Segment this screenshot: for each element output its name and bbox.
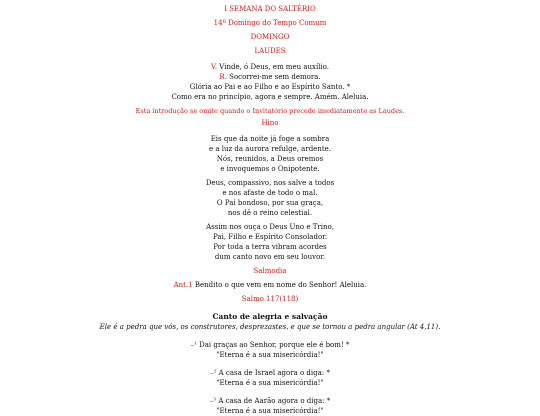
hymn-line: e a luz da aurora refulge, ardente. <box>208 145 332 153</box>
r-marker: R. <box>219 73 227 81</box>
week-heading: I SEMANA DO SALTÉRIO <box>224 5 316 13</box>
day-heading: DOMINGO <box>250 33 290 41</box>
hymn-stanza-2 <box>0 178 540 218</box>
hymn-line: Nós, reunidos, a Deus oremos <box>216 155 324 163</box>
gloria-line-1: Glória ao Pai e ao Filho e ao Espírito Santo. * <box>189 83 351 91</box>
psalm-subtitle: Canto de alegria e salvação <box>212 312 328 321</box>
invitatory-versicle <box>0 62 540 72</box>
v-text: Vinde, ó Deus, em meu auxílio. <box>219 63 329 71</box>
psalm-epigraph: Ele é a pedra que vós, os construtores, desprezastes, e que se tornou a pedra angular (At 4,11). <box>99 323 441 331</box>
r-text: Socorrei-me sem demora. <box>229 73 321 81</box>
hymn-line: Eis que da noite já foge a sombra <box>210 135 330 143</box>
verse-marker: –³ <box>209 397 217 405</box>
verse-line <box>0 368 540 378</box>
hymn-stanza-1 <box>0 134 540 174</box>
antiphon-text: Bendito o que vem em nome do Senhor! Aleluia. <box>194 281 367 289</box>
verse-marker: –² <box>210 369 217 377</box>
hymn-line: Deus, compassivo, nos salve a todos <box>205 179 335 187</box>
hymn-line: O Pai bondoso, por sua graça, <box>216 199 324 207</box>
hymn-line: nos dê o reino celestial. <box>227 209 313 217</box>
hymn-line: e invoquemos o Onipotente. <box>220 165 320 173</box>
verse-text: A casa de Israel agora o diga: * <box>218 369 330 377</box>
hymn-stanza-3 <box>0 222 540 262</box>
verse-line <box>0 340 540 350</box>
psalm-verse-2 <box>0 368 540 388</box>
psalm-title: Salmo 117(118) <box>241 295 299 303</box>
gloria-line-2: Como era no princípio, agora e sempre. Amém. Aleluia. <box>171 93 369 101</box>
psalmody-title: Salmodia <box>253 267 287 275</box>
verse-refrain: "Eterna é a sua misericórdia!" <box>216 379 324 387</box>
verse-text: A casa de Aarão agora o diga: * <box>218 397 331 405</box>
invitatory-rubric: Esta introdução se omite quando o Invitatório precede imediatamente as Laudes. <box>135 107 405 115</box>
hymn-line: Assim nos ouça o Deus Uno e Trino, <box>206 223 334 231</box>
hymn-line: dum canto novo em seu louvor. <box>214 253 326 261</box>
verse-refrain: "Eterna é a sua misericórdia!" <box>216 407 324 415</box>
hour-heading: LAUDES <box>254 47 286 55</box>
hymn-title: Hino <box>261 119 279 127</box>
psalm-verse-3 <box>0 396 540 416</box>
verse-refrain: "Eterna é a sua misericórdia!" <box>216 351 324 359</box>
antiphon-1 <box>0 280 540 290</box>
v-marker: V. <box>211 63 218 71</box>
verse-marker: –¹ <box>190 341 197 349</box>
sunday-heading: 14º Domingo do Tempo Comum <box>213 19 327 27</box>
psalm-verse-1 <box>0 340 540 360</box>
hymn-line: e nos afaste de todo o mal. <box>222 189 318 197</box>
invitatory-response <box>0 72 540 82</box>
hymn-line: Pai, Filho e Espírito Consolador. <box>213 233 327 241</box>
antiphon-marker: Ant.1 <box>173 281 193 289</box>
hymn-line: Por toda a terra vibram acordes <box>213 243 327 251</box>
verse-text: Dai graças ao Senhor, porque ele é bom! * <box>199 341 350 349</box>
